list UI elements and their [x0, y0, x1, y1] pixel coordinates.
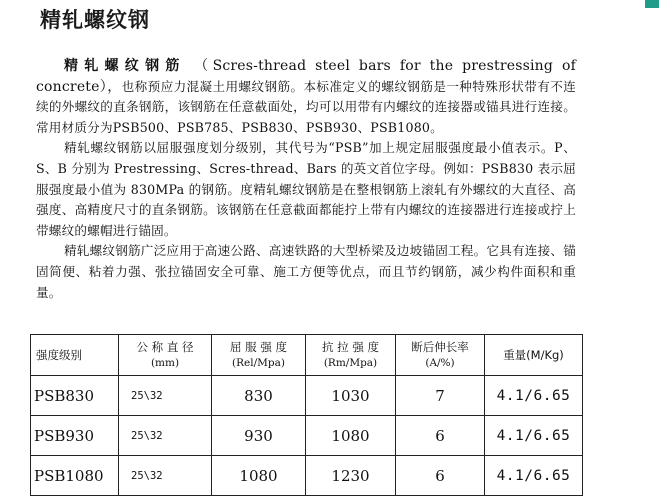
cell-elongation: 6 — [396, 416, 485, 456]
paragraph-grading: 精轧螺纹钢筋以屈服强度划分级别，其代号为“PSB”加上规定屈服强度最小值表示。P、S、B 分别为 Prestressing、Scres-thread、Bars 的英文首位字母。例如：PSB830 表示屈服强度最小值为 830MPa 的钢筋。度精轧螺纹钢筋是在整根钢筋上滚轧有外螺纹的大直径、高强度、高精度尺寸的直条钢筋。该钢筋在任意截面都能拧上带有内螺纹的连接器进行连接或拧上带螺纹的螺帽进行锚固。 — [36, 140, 576, 238]
header-weight: 重量(M/Kg) — [485, 335, 583, 376]
article-body — [36, 56, 576, 303]
cell-elongation: 6 — [396, 456, 485, 496]
cell-tensile: 1080 — [306, 416, 396, 456]
cell-elongation: 7 — [396, 376, 485, 416]
cell-yield: 1080 — [212, 456, 306, 496]
paragraph-application: 精轧螺纹钢筋广泛应用于高速公路、高速铁路的大型桥梁及边坡锚固工程。它具有连接、锚固简便、粘着力强、张拉锚固安全可靠、施工方便等优点，而且节约钢筋，减少构件面积和重量。 — [36, 243, 576, 300]
cell-weight: 4.1/6.65 — [485, 416, 583, 456]
paragraph-intro — [36, 56, 576, 138]
lead-english-term: （Scres-thread steel bars for the prestressing of concrete）， — [36, 58, 576, 95]
table-header-row — [31, 335, 583, 376]
cell-tensile: 1230 — [306, 456, 396, 496]
spec-table — [30, 334, 583, 496]
cell-diameter: 25\32 — [119, 416, 212, 456]
cell-grade: PSB1080 — [31, 456, 119, 496]
cell-diameter: 25\32 — [119, 456, 212, 496]
cell-diameter: 25\32 — [119, 376, 212, 416]
table-row — [31, 416, 583, 456]
header-elongation: 断后伸长率 (A/%) — [396, 335, 485, 376]
page-title: 精轧螺纹钢 — [40, 8, 150, 32]
corner-accent-mark — [645, 0, 659, 8]
cell-weight: 4.1/6.65 — [485, 456, 583, 496]
cell-grade: PSB830 — [31, 376, 119, 416]
cell-yield: 930 — [212, 416, 306, 456]
header-diameter: 公 称 直 径 (mm) — [119, 335, 212, 376]
cell-weight: 4.1/6.65 — [485, 376, 583, 416]
header-tensile: 抗 拉 强 度 (Rm/Mpa) — [306, 335, 396, 376]
cell-tensile: 1030 — [306, 376, 396, 416]
header-yield: 屈 服 强 度 (Rel/Mpa) — [212, 335, 306, 376]
header-grade: 强度级别 — [31, 335, 119, 376]
table-row — [31, 376, 583, 416]
cell-yield: 830 — [212, 376, 306, 416]
lead-term: 精轧螺纹钢筋 — [64, 58, 186, 74]
intro-text: 也称预应力混凝土用螺纹钢筋。本标准定义的螺纹钢筋是一种特殊形状带有不连续的外螺纹的直条钢筋，该钢筋在任意截面处，均可以用带有内螺纹的连接器或锚具进行连接。常用材质分为PSB500、PSB785、PSB830、PSB930、PSB1080。 — [36, 78, 577, 135]
cell-grade: PSB930 — [31, 416, 119, 456]
table-row — [31, 456, 583, 496]
